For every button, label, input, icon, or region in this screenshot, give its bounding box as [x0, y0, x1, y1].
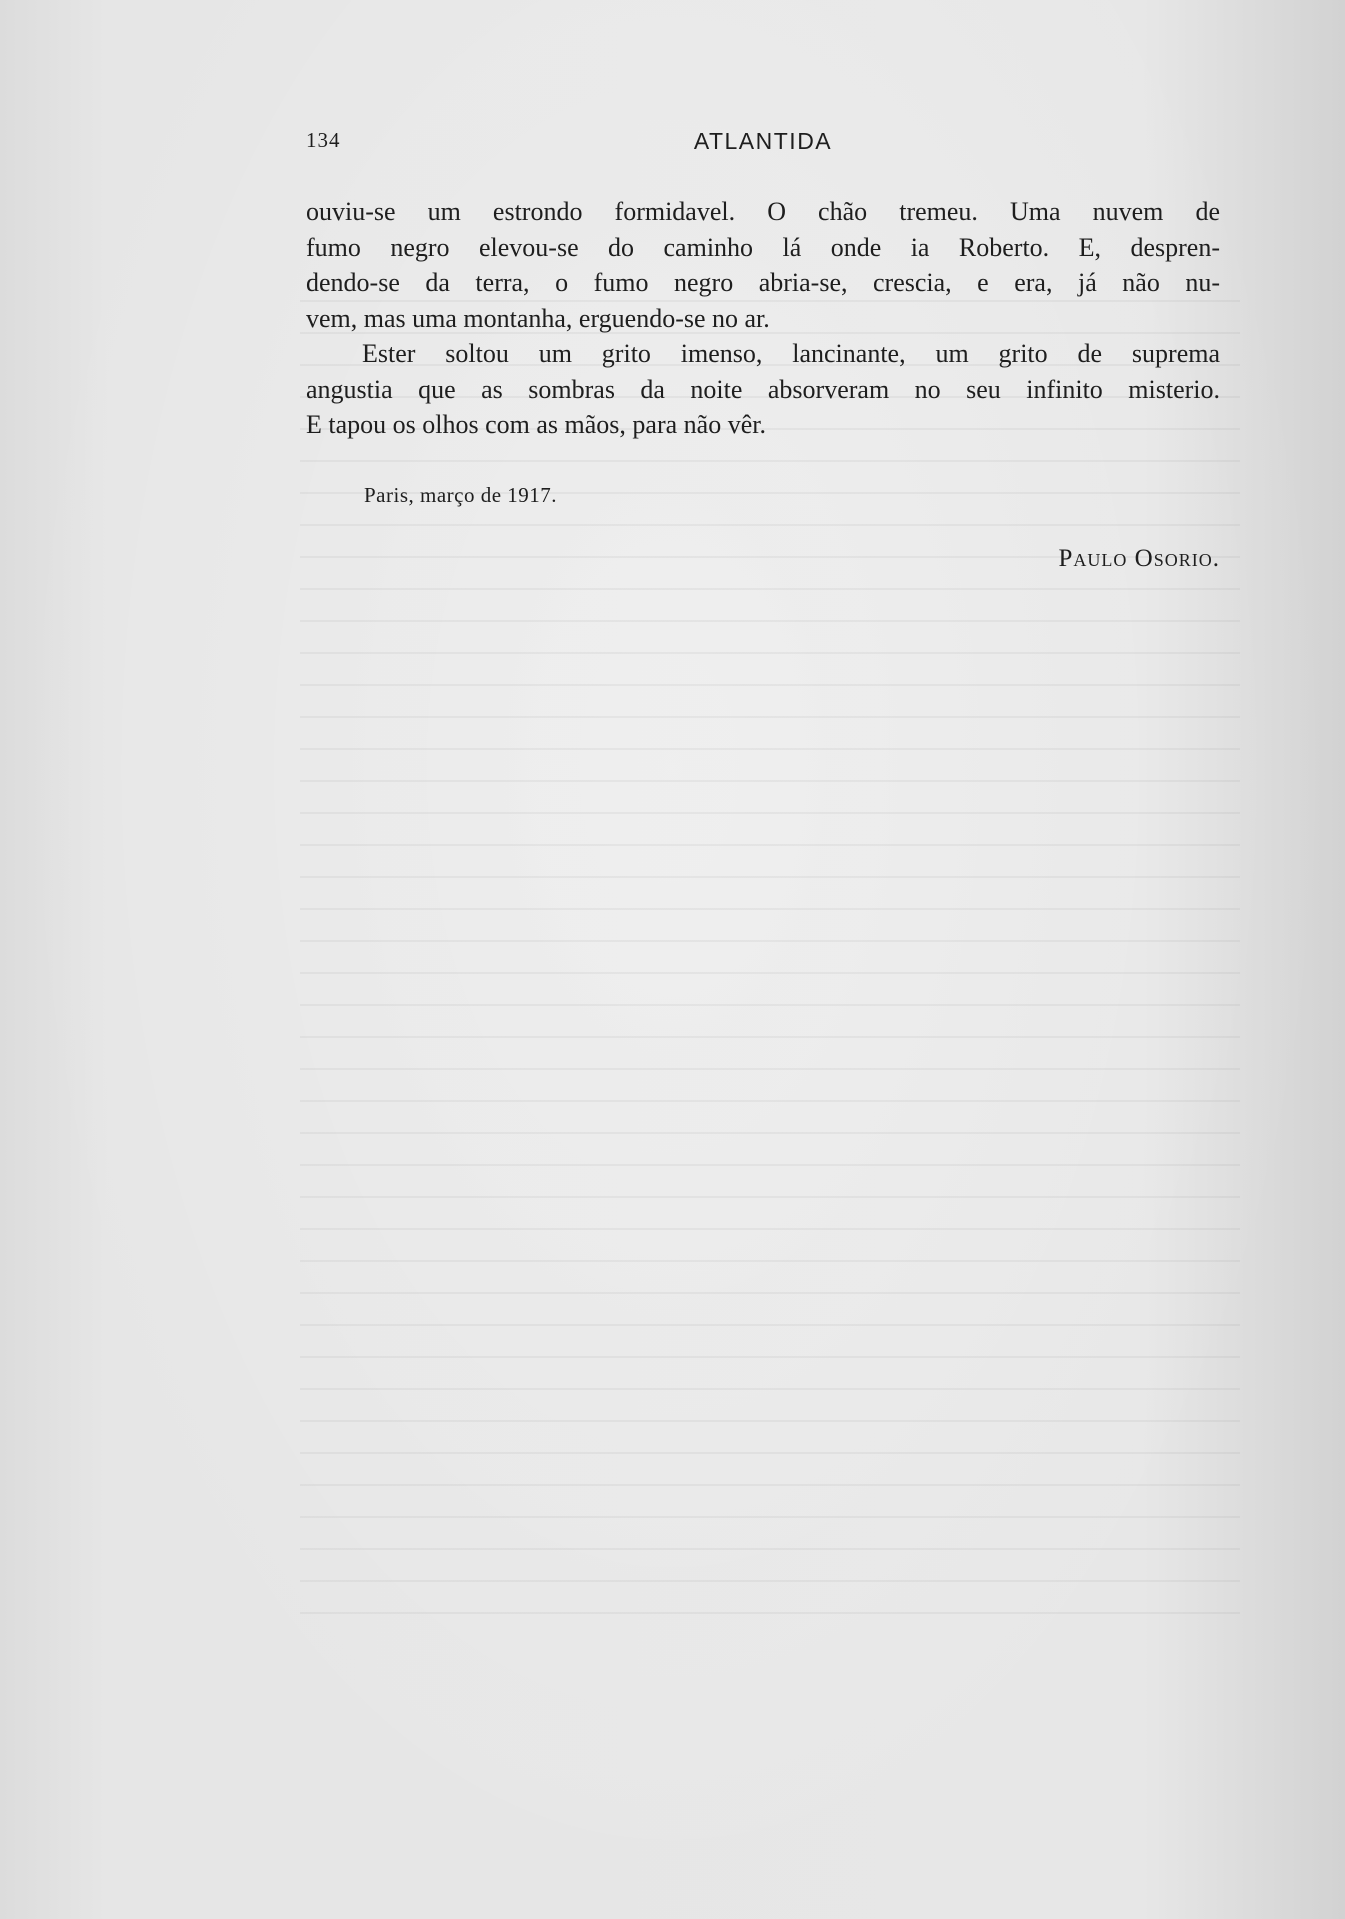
- dateline: Paris, março de 1917.: [364, 483, 558, 507]
- author-signature: Paulo Osorio.: [1058, 545, 1220, 572]
- page-number: 134: [306, 128, 341, 152]
- text-line: ouviu-se um estrondo formidavel. O chão tremeu. Uma nuvem de: [306, 197, 1220, 226]
- text-line: dendo-se da terra, o fumo negro abria-se, crescia, e era, já não nu-: [306, 268, 1220, 297]
- text-line: Ester soltou um grito imenso, lancinante, um grito de suprema: [362, 339, 1220, 368]
- running-head: [306, 120, 1220, 160]
- text-line: E tapou os olhos com as mãos, para não vêr.: [306, 410, 766, 439]
- text-line: vem, mas uma montanha, erguendo-se no ar.: [306, 303, 770, 333]
- running-title: ATLANTIDA: [693, 128, 833, 154]
- text-line: angustia que as sombras da noite absorveram no seu infinito misterio.: [306, 374, 1220, 404]
- body-text: [306, 194, 1220, 443]
- text-line: fumo negro elevou-se do caminho lá onde ia Roberto. E, despren-: [306, 232, 1220, 262]
